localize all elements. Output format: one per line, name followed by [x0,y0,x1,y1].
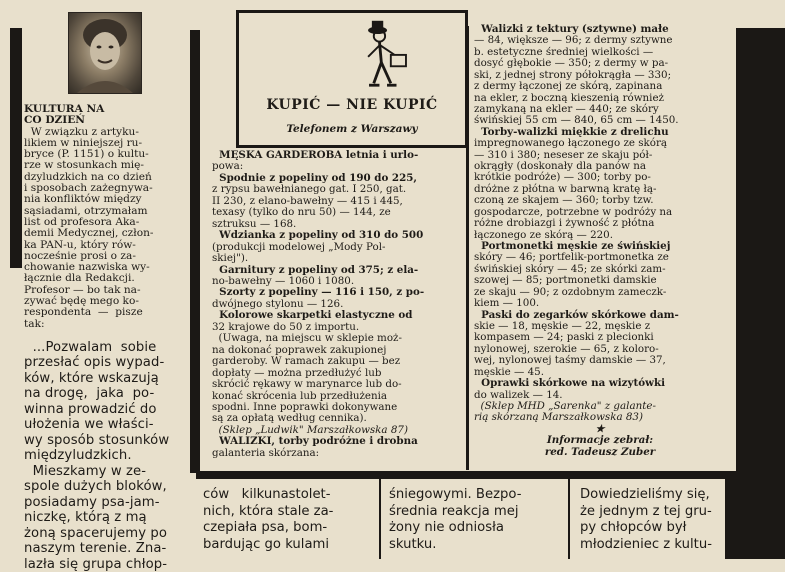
left-letter-line: międzyludzkich. [24,448,132,464]
bottom-col2-line: skutku. [389,536,437,552]
shopper-figure-icon [355,17,420,89]
middle-text-line: (produkcji modelowej „Mody Pol- [212,240,386,253]
right-text-line: krótkie podróże) — 300; torby po- [474,171,651,184]
middle-text-line: spodni. Inne poprawki dokonywane [212,400,398,413]
left-letter-line: przesłać opis wypad- [24,355,165,371]
middle-text-line: Garnitury z popeliny od 375; z ela- [212,263,419,276]
right-text-line: b. estetyczne średniej wielkości — [474,45,654,58]
middle-text-line: Spodnie z popeliny od 190 do 225, [212,171,417,184]
left-body-text [24,127,190,330]
right-text-line: Walizki z tektury (sztywne) małe [474,23,669,35]
right-text-line: świńskiej skóry — 45; ze skórki zam- [474,262,666,275]
right-text-line: ★ [595,422,605,435]
right-text-line: z dermy łączonej ze skórą, zapinana [474,80,663,93]
bottom-column-divider-1 [379,478,381,559]
middle-text-line: Wdzianka z popeliny od 310 do 500 [212,229,424,242]
right-text-line: wej, nylonowej taśmy damskie — 37, [474,354,666,367]
right-text-line: rią skórzaną Marszałkowska 83) [474,411,643,424]
middle-text-line: II 230, z elano-bawełny — 415 i 445, [212,194,403,207]
left-text-line: dzyludzkich na co dzień [24,170,152,183]
left-letter-line: wy sposób stosunków [24,432,170,448]
right-text-line: czoną ze skajem — 360; torby tzw. [474,194,654,207]
right-text-line: okrągły (doskonały dla panów na [474,160,646,173]
middle-text-line: galanteria skórzana: [212,446,320,459]
bottom-column-1 [203,487,375,553]
left-text-line: sąsiadami, otrzymałam [24,204,148,217]
left-letter-line: ułożenia we właści- [24,417,154,433]
middle-text-line: (Sklep „Ludwik" Marszałkowska 87) [212,423,408,436]
middle-text-line: garderoby. W ramach zakupu — bez [212,355,401,368]
right-text-line: gospodarcze, potrzebne w podróży na [474,205,673,218]
right-column-price-list [474,24,726,458]
right-text-line: Informacje zebrał: [546,434,654,447]
left-text-line: nocześnie prosi o za- [24,249,136,262]
column-title-box [236,10,468,148]
right-text-line: dosyć głębokie — 350; z dermy w pa- [474,57,669,70]
left-letter-line: żoną spacerujemy po [24,525,168,541]
bottom-column-2 [389,487,557,553]
left-heading-line-1: KULTURA NA [24,103,105,115]
right-text-line: — 310 i 380; neseser ze skaju pół- [474,148,653,161]
left-letter-line: ...Pozwalam sobie [24,339,157,355]
bottom-col1-line: ców kilkunastolet- [203,487,331,502]
right-text-line: (Sklep MHD „Sarenka" z galante- [474,399,656,412]
left-heading-line-2: CO DZIEŃ [24,114,85,127]
middle-text-line: Szorty z popeliny — 116 i 150, z po- [212,286,425,299]
bottom-col3-line: młodzieniec z kultu- [580,536,712,552]
right-text-line: Paski do zegarków skórkowe dam- [474,308,679,321]
middle-text-line: powa: [212,160,244,173]
right-text-line: kiem — 100. [474,297,540,310]
left-column-article [24,104,190,572]
right-text-line: Portmonetki męskie ze świńskiej [474,240,671,253]
right-text-line: różne drobiazgi i żywność z płótna [474,217,655,230]
bottom-col3-line: py chłopców był [580,520,687,536]
right-text-line: na ekler, z boczną kieszenią również [474,91,664,104]
right-text-line: łączonego ze skórą — 220. [474,228,614,241]
left-letter-text [24,340,190,572]
right-text-line: Torby-walizki miękkie z drelichu [474,125,669,138]
column-title: KUPIĆ — NIE KUPIĆ [266,97,438,113]
left-text-line: tak: [24,317,45,330]
middle-text-line: z rypsu bawełnianego gat. I 250, gat. [212,183,407,196]
bottom-column-3 [580,487,730,553]
left-text-line: i sposobach zażegnywa- [24,182,153,195]
left-text-line: bryce (P. 1151) o kultu- [24,148,149,161]
left-border-bar [10,28,22,268]
right-text-line: zamykaną na ekler — 440; ze skóry [474,102,659,115]
bottom-right-bar [725,478,736,559]
right-text-line: impregnowanego łączonego ze skórą [474,137,668,150]
bottom-divider [196,471,736,479]
right-text-line: świńskiej 55 cm — 840, 65 cm — 1450. [474,114,679,127]
right-text-line: dróżne z płótna w barwną kratę łą- [474,182,657,195]
middle-text-line: MĘSKA GARDEROBA letnia i urlo- [212,149,419,161]
left-letter-line: naszym terenie. Zna- [24,541,167,557]
bottom-col1-line: czepiała psa, bom- [203,520,328,536]
right-text-line: — 84, większe — 96; z dermy sztywne [474,34,673,47]
bottom-column-divider-2 [568,478,570,559]
left-letter-line: ków, które wskazują [24,370,159,386]
right-text-line: kompasem — 24; paski z plecionki [474,331,654,344]
middle-text-line: WALIZKI, torby podróżne i drobna [212,435,418,448]
left-letter-line: na drogę, jaka po- [24,386,155,402]
middle-text-line: konać skrócenia lub przedłużenia [212,389,388,402]
left-text-line: nia konfliktów między [24,193,142,206]
middle-text-line: dwójnego stylonu — 126. [212,297,344,310]
middle-text-line: texasy (tylko do nru 50) — 144, ze [212,206,391,219]
left-letter-line: spole dużych bloków, [24,479,167,495]
left-text-line: rze w stosunkach mię- [24,159,145,172]
middle-text-line: skiej"). [212,252,249,265]
left-text-line: demii Medycznej, człon- [24,227,154,240]
author-portrait-photo [68,12,142,94]
bottom-col2-line: średnia reakcja mej [389,503,519,519]
left-letter-line: winna prowadzić do [24,401,157,417]
middle-text-line: (Uwaga, na miejscu w sklepie moż- [212,332,402,345]
bottom-col3-line: że jednym z tej gru- [580,503,712,519]
right-text-line: nylonowej, szerokie — 65, z koloro- [474,342,659,355]
left-text-line: list od profesora Aka- [24,215,140,228]
right-text-line: męskie — 45. [474,365,544,378]
right-border-bar [736,28,785,559]
bottom-col2-line: żony nie odniosła [389,520,504,536]
column-subtitle: Telefonem z Warszawy [286,123,418,135]
left-letter-line: lazła się grupa chłop- [24,556,168,572]
right-text-line: ski, z jednej strony półokrągła — 330; [474,68,672,81]
column-divider-left [190,30,200,473]
left-text-line: Profesor — bo tak na- [24,283,141,296]
middle-text-line: skrócić rękawy w marynarce lub do- [212,378,402,391]
left-letter-line: niczkę, którą z mą [24,510,147,526]
middle-text-line: są za opłatą według cennika). [212,412,367,425]
right-text-line: do walizek — 14. [474,388,563,401]
left-text-line: zywać będę mego ko- [24,295,139,308]
left-text-line: chowanie nazwiska wy- [24,261,150,274]
portrait-illustration [69,13,141,93]
left-letter-line: Mieszkamy w ze- [24,463,147,479]
middle-text-line: na dokonać poprawek zakupionej [212,343,387,356]
middle-text-line: Kolorowe skarpetki elastyczne od [212,309,413,322]
right-text-line: skie — 18, męskie — 22, męskie z [474,319,651,332]
right-text-line: szowej — 85; portmonetki damskie [474,274,657,287]
left-letter-line: posiadamy psa-jam- [24,494,160,510]
left-text-line: ka PAN-u, który rów- [24,238,136,251]
left-text-line: W związku z artyku- [24,125,139,138]
bottom-col2-line: śniegowymi. Bezpo- [389,487,522,502]
left-text-line: łącznie dla Redakcji. [24,272,135,285]
right-text-line: red. Tadeusz Zuber [544,445,656,458]
left-text-line: respondenta — pisze [24,306,143,319]
left-text-line: likiem w niniejszej ru- [24,136,143,149]
bottom-col1-line: bardując go kulami [203,536,330,552]
right-text-line: Oprawki skórkowe na wizytówki [474,377,666,390]
bottom-col3-line: Dowiedzieliśmy się, [580,487,710,502]
bottom-col1-line: nich, która stale za- [203,503,334,519]
middle-text-line: no-bawełny — 1060 i 1080. [212,274,355,287]
middle-text-line: dopłaty — można przedłużyć lub [212,366,382,379]
right-text-line: ze skaju — 90; z ozdobnym zameczk- [474,285,667,298]
middle-text-line: 32 krajowe do 50 z importu. [212,320,360,333]
middle-column-price-list [212,150,464,459]
middle-text-line: sztruksu — 168. [212,217,297,230]
right-text-line: skóry — 46; portfelik-portmonetka ze [474,251,669,264]
